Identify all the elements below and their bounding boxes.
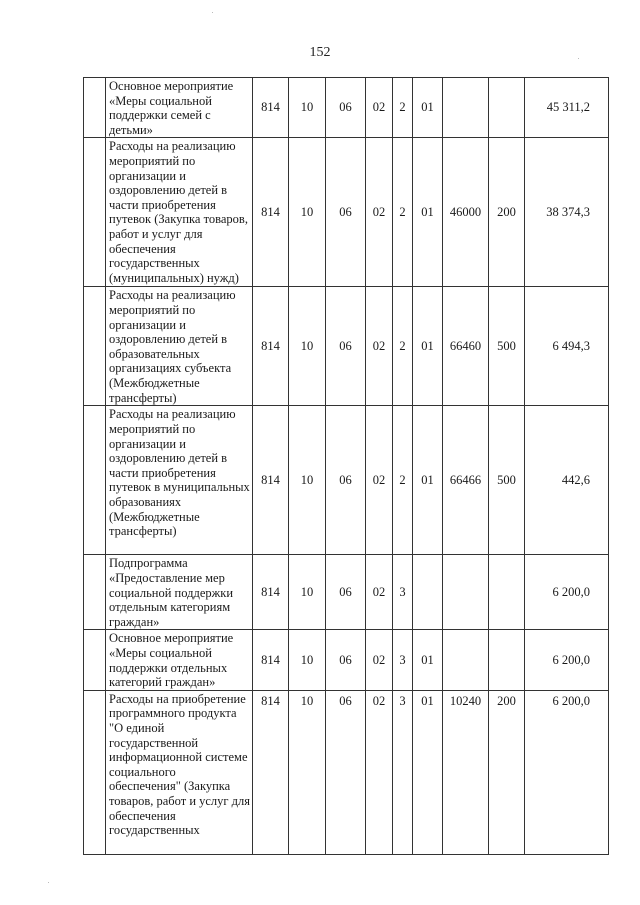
page-number: 152 [309,45,331,60]
cs-program-code: 02 [366,630,393,690]
pr-code: 06 [326,406,366,555]
cs-program-code: 02 [366,138,393,287]
cs-program-code: 02 [366,287,393,406]
pr-code: 06 [326,690,366,854]
cs-subprogram-code: 2 [393,138,413,287]
gr-code: 814 [253,287,289,406]
table-row [84,138,609,287]
cs-event-code [413,555,443,630]
scan-speck [48,882,49,883]
cs-program-code: 02 [366,406,393,555]
rz-code: 10 [289,287,326,406]
table-row [84,287,609,406]
vr-code: 200 [489,690,525,854]
row-name: Основное мероприятие «Меры социальной поддержки отдельных категорий граждан» [106,630,253,690]
row-name: Расходы на реализацию мероприятий по организации и оздоровлению детей в части приобретения путевок (Закупка товаров, работ и услуг для обеспечения государственных (муниципальных) нужд) [106,138,253,287]
amount: 38 374,3 [525,138,609,287]
scan-speck [578,58,579,59]
table-row [84,555,609,630]
gr-code: 814 [253,78,289,138]
gr-code: 814 [253,630,289,690]
cs-program-code: 02 [366,555,393,630]
cs-subprogram-code: 3 [393,555,413,630]
cs-direction-code: 10240 [443,690,489,854]
vr-code: 500 [489,287,525,406]
cs-direction-code [443,78,489,138]
pr-code: 06 [326,138,366,287]
blank-cell [84,690,106,854]
rz-code: 10 [289,78,326,138]
cs-direction-code: 66460 [443,287,489,406]
cs-event-code: 01 [413,630,443,690]
cs-subprogram-code: 3 [393,690,413,854]
cs-program-code: 02 [366,78,393,138]
amount: 45 311,2 [525,78,609,138]
rz-code: 10 [289,555,326,630]
budget-table [83,77,609,855]
cs-event-code: 01 [413,78,443,138]
rz-code: 10 [289,138,326,287]
gr-code: 814 [253,555,289,630]
blank-cell [84,287,106,406]
row-name: Подпрограмма «Предоставление мер социальной поддержки отдельным категориям граждан» [106,555,253,630]
rz-code: 10 [289,406,326,555]
cs-direction-code [443,555,489,630]
pr-code: 06 [326,287,366,406]
cs-direction-code: 46000 [443,138,489,287]
amount: 6 200,0 [525,690,609,854]
amount: 6 200,0 [525,555,609,630]
cs-subprogram-code: 2 [393,406,413,555]
blank-cell [84,406,106,555]
pr-code: 06 [326,78,366,138]
amount: 442,6 [525,406,609,555]
cs-subprogram-code: 3 [393,630,413,690]
amount: 6 494,3 [525,287,609,406]
rz-code: 10 [289,690,326,854]
cs-subprogram-code: 2 [393,287,413,406]
table-row [84,630,609,690]
vr-code: 200 [489,138,525,287]
gr-code: 814 [253,690,289,854]
vr-code: 500 [489,406,525,555]
cs-event-code: 01 [413,406,443,555]
cs-event-code: 01 [413,138,443,287]
cs-subprogram-code: 2 [393,78,413,138]
blank-cell [84,630,106,690]
row-name: Расходы на приобретение программного продукта "О единой государственной информационной системе социального обеспечения" (Закупка товаров, работ и услуг для обеспечения государственных [106,690,253,854]
blank-cell [84,78,106,138]
blank-cell [84,555,106,630]
gr-code: 814 [253,406,289,555]
rz-code: 10 [289,630,326,690]
table-row [84,78,609,138]
pr-code: 06 [326,630,366,690]
blank-cell [84,138,106,287]
row-name: Расходы на реализацию мероприятий по организации и оздоровлению детей в образовательных организациях субъекта (Межбюджетные трансферты) [106,287,253,406]
vr-code [489,78,525,138]
table-row [84,690,609,854]
scan-speck [212,12,213,13]
cs-direction-code [443,630,489,690]
gr-code: 814 [253,138,289,287]
table-row [84,406,609,555]
row-name: Основное мероприятие «Меры социальной поддержки семей с детьми» [106,78,253,138]
cs-event-code: 01 [413,287,443,406]
vr-code [489,555,525,630]
cs-direction-code: 66466 [443,406,489,555]
pr-code: 06 [326,555,366,630]
cs-program-code: 02 [366,690,393,854]
amount: 6 200,0 [525,630,609,690]
cs-event-code: 01 [413,690,443,854]
vr-code [489,630,525,690]
row-name: Расходы на реализацию мероприятий по организации и оздоровлению детей в части приобретения путевок в муниципальных образованиях (Межбюджетные трансферты) [106,406,253,555]
